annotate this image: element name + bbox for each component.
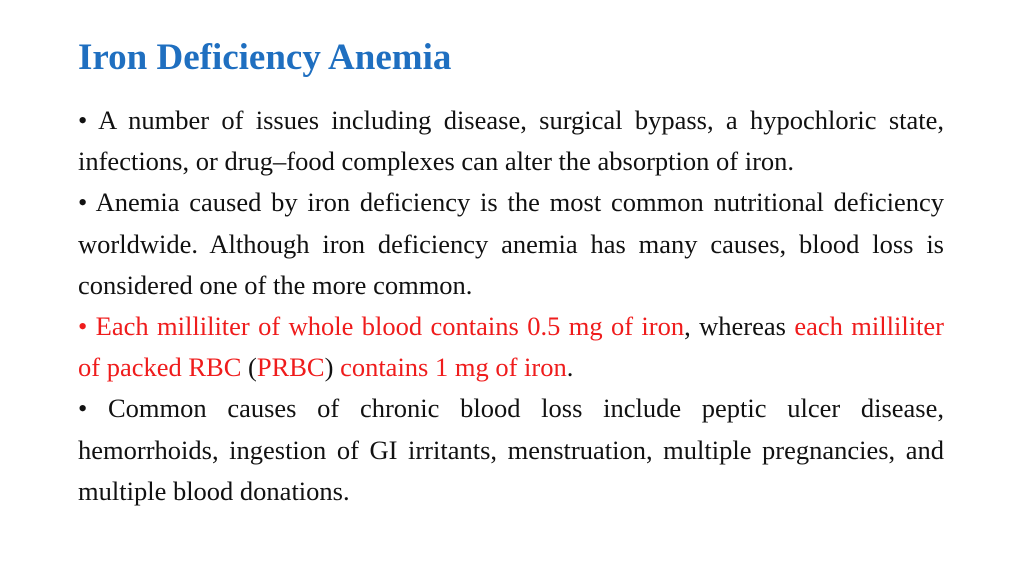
whole-blood-iron-text: Each milliliter of whole blood contains 0.5 mg of iron	[95, 311, 685, 342]
close-paren-text: )	[324, 352, 341, 383]
bullet-marker: •	[78, 105, 88, 135]
prbc-iron-text: contains 1 mg of iron	[340, 352, 567, 383]
bullet-marker: •	[78, 187, 88, 218]
packed-rbc-text: each milliliter of packed RBC	[78, 311, 945, 383]
bullet-marker: •	[78, 393, 88, 424]
bullet-item-iron-content	[78, 306, 944, 388]
bullet-item-absorption	[78, 100, 944, 182]
prbc-abbreviation: PRBC	[256, 352, 325, 383]
bullet-item-chronic-blood-loss	[78, 388, 944, 512]
bullet-list	[78, 100, 944, 512]
connector-text: , whereas	[684, 311, 795, 342]
bullet-marker: •	[78, 311, 88, 342]
bullet-item-nutritional-deficiency	[78, 182, 944, 306]
bullet-text: A number of issues including disease, surgical bypass, a hypochloric state, infections, or drug–food complexes can alter the absorption of iron.	[78, 105, 945, 177]
open-paren-text: (	[241, 352, 257, 383]
bullet-text: Common causes of chronic blood loss include peptic ulcer disease, hemorrhoids, ingestion of GI irritants, menstruation, multiple pregnancies, and multiple blood donations.	[78, 393, 945, 506]
slide-title: Iron Deficiency Anemia	[78, 37, 452, 78]
period-text: .	[566, 352, 574, 383]
bullet-text: Anemia caused by iron deficiency is the most common nutritional deficiency worldwide. Although iron deficiency anemia has many causes, blood loss is considered one of the more common.	[78, 187, 944, 300]
